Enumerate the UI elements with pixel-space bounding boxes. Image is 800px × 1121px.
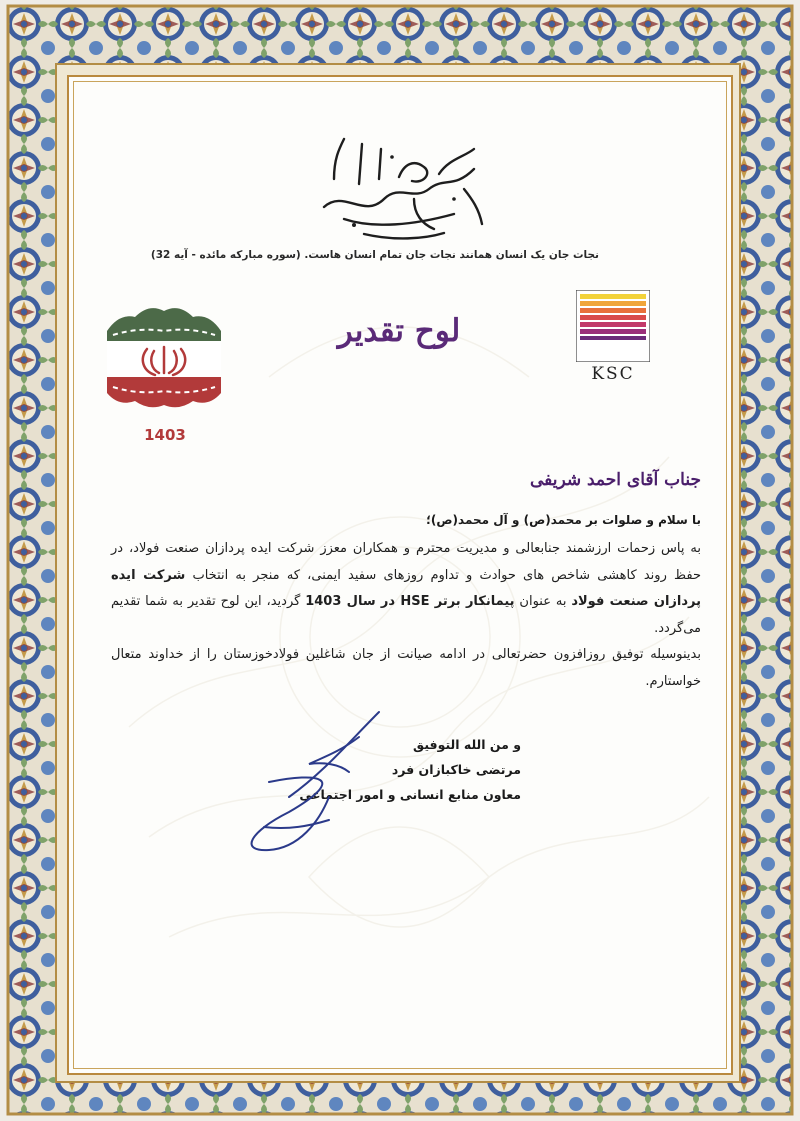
greeting-line: با سلام و صلوات بر محمد(ص) و آل محمد(ص)؛ [426, 513, 701, 527]
iran-emblem [99, 301, 229, 421]
company-name: شرکت ایده پردازان صنعت فولاد [111, 567, 701, 609]
recipient-name: جناب آقای احمد شریفی [529, 470, 701, 490]
basmala-calligraphy [304, 129, 504, 249]
body-text: گردید، این لوح تقدیر به شما تقدیم می‌گردد. [111, 594, 701, 636]
year-label: 1403 [144, 426, 186, 444]
certificate-panel [67, 75, 733, 1075]
body-paragraph-2: بدینوسیله توفیق روزافزون حضرتعالی در ادامه صیانت از جان شاغلین فولادخوزستان را از خداوند متعال خواستارم. [111, 647, 701, 689]
signatory-name: مرتضی خاکبازان فرد [391, 762, 521, 777]
body-paragraph-1 [111, 536, 701, 642]
quran-verse: نجات جان یک انسان همانند نجات جان تمام انسان هاست. (سوره مبارکه مائده - آیه 32) [150, 249, 599, 261]
certificate-body [111, 536, 701, 695]
body-text: به پاس زحمات ارزشمند جنابعالی و مدیریت محترم و همکاران معزز شرکت ایده پردازان صنعت فولاد، در حفظ روند کاهشی شاخص های حوادث و تداوم روزهای سفید ایمنی، که منجر به انتخاب [111, 541, 701, 583]
ksc-logo [576, 290, 650, 362]
signatory-position: معاون منابع انسانی و امور اجتماعی [299, 787, 521, 802]
certificate-title: لوح تقدیر [337, 313, 461, 349]
body-text: به عنوان [514, 594, 572, 609]
closing-phrase: و من الله التوفیق [413, 737, 521, 752]
award-title: پیمانکار برتر HSE در سال 1403 [305, 594, 515, 609]
signature [229, 702, 409, 862]
ksc-logo-text: KSC [591, 364, 635, 384]
